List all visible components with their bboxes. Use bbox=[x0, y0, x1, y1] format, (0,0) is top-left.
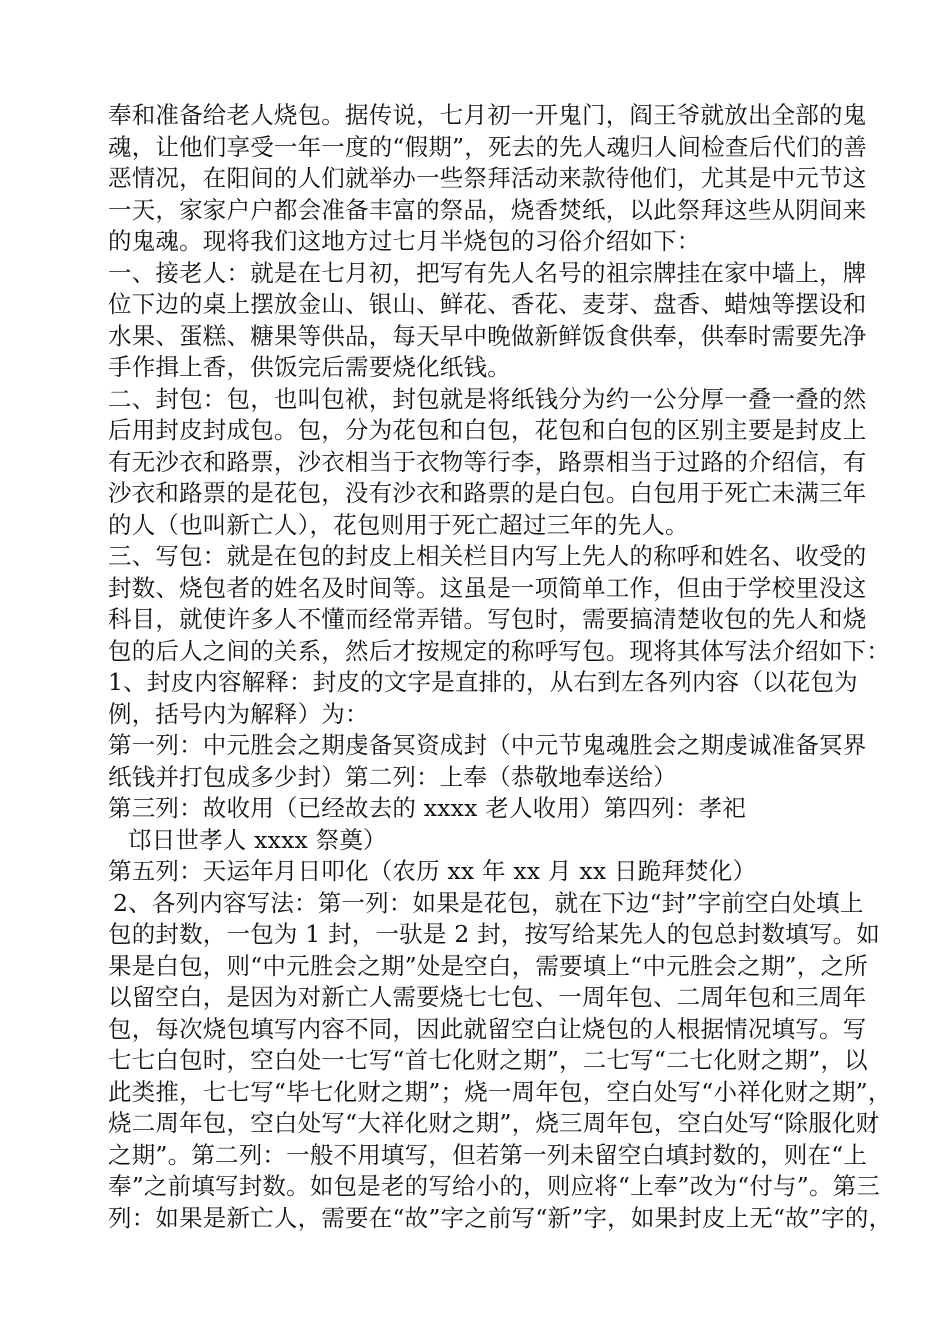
text-line: 以留空白，是因为对新亡人需要烧七七包、一周年包、二周年包和三周年 bbox=[108, 983, 867, 1011]
text-line: 第三列：故收用（已经故去的 xxxx 老人收用）第四列：孝祀 bbox=[108, 794, 746, 822]
text-line: 果是白包，则“中元胜会之期”处是空白，需要填上“中元胜会之期”，之所 bbox=[108, 951, 868, 980]
text-line: 列：如果是新亡人，需要在“故”字之前写“新”字，如果封皮上无“故”字的， bbox=[108, 1203, 893, 1232]
text-line: 包的封数，一包为 1 封，一驮是 2 封，按写给某先人的包总封数填写。如 bbox=[108, 920, 880, 948]
text-line: 沙衣和路票的是花包，没有沙衣和路票的是白包。白包用于死亡未满三年 bbox=[108, 479, 867, 507]
text-line: 邙日世孝人 xxxx 祭奠） bbox=[128, 825, 387, 854]
text-line: 二、封包：包，也叫包袱，封包就是将纸钱分为约一公分厚一叠一叠的然 bbox=[108, 384, 867, 413]
text-line: 封数、烧包者的姓名及时间等。这虽是一项简单工作，但由于学校里没这 bbox=[108, 573, 867, 602]
text-line: 例，括号内为解释）为： bbox=[108, 699, 369, 728]
text-line: 纸钱并打包成多少封）第二列：上奉（恭敬地奉送给） bbox=[108, 762, 677, 791]
text-line: 1、封皮内容解释：封皮的文字是直排的，从右到左各列内容（以花包为 bbox=[108, 668, 858, 696]
text-line: 的鬼魂。现将我们这地方过七月半烧包的习俗介绍如下： bbox=[108, 227, 701, 255]
text-line: 恶情况，在阳间的人们就举办一些祭拜活动来款待他们，尤其是中元节这 bbox=[108, 164, 867, 192]
text-line: 手作揖上香，供饭完后需要烧化纸钱。 bbox=[108, 353, 511, 381]
text-line: 第一列：中元胜会之期虔备冥资成封（中元节鬼魂胜会之期虔诚准备冥界 bbox=[108, 731, 867, 759]
text-line: 2、各列内容写法：第一列：如果是花包，就在下边“封”字前空白处填上 bbox=[113, 888, 864, 917]
text-line: 三、写包：就是在包的封皮上相关栏目内写上先人的称呼和姓名、收受的 bbox=[108, 542, 867, 570]
text-line: 奉和准备给老人烧包。据传说，七月初一开鬼门，阎王爷就放出全部的鬼 bbox=[108, 101, 867, 129]
text-line: 一天，家家户户都会准备丰富的祭品，烧香焚纸，以此祭拜这些从阴间来 bbox=[108, 195, 867, 224]
text-line: 此类推，七七写“毕七化财之期”；烧一周年包，空白处写“小祥化财之期”， bbox=[108, 1077, 892, 1106]
text-line: 奉”之前填写封数。如包是老的写给小的，则应将“上奉”改为“付与”。第三 bbox=[108, 1172, 881, 1200]
text-line: 第五列：天运年月日叩化（农历 xx 年 xx 月 xx 日跪拜焚化） bbox=[108, 857, 757, 885]
text-line: 一、接老人：就是在七月初，把写有先人名号的祖宗牌挂在家中墙上，牌 bbox=[108, 258, 867, 287]
text-line: 烧二周年包，空白处写“大祥化财之期”，烧三周年包，空白处写“除服化财 bbox=[108, 1109, 880, 1137]
text-line: 后用封皮封成包。包，分为花包和白包，花包和白包的区别主要是封皮上 bbox=[108, 416, 867, 444]
text-line: 之期”。第二列：一般不用填写，但若第一列未留空白填封数的，则在“上 bbox=[108, 1140, 868, 1169]
text-line: 有无沙衣和路票，沙衣相当于衣物等行李，路票相当于过路的介绍信，有 bbox=[108, 447, 867, 476]
text-line: 包，每次烧包填写内容不同，因此就留空白让烧包的人根据情况填写。写 bbox=[108, 1014, 867, 1043]
text-line: 位下边的桌上摆放金山、银山、鲜花、香花、麦芽、盘香、蜡烛等摆设和 bbox=[108, 290, 867, 318]
text-line: 七七白包时，空白处一七写“首七化财之期”，二七写“二七化财之期”，以 bbox=[108, 1046, 868, 1074]
text-line: 的人（也叫新亡人），花包则用于死亡超过三年的先人。 bbox=[108, 510, 689, 539]
document-body bbox=[108, 100, 893, 1234]
text-line: 包的后人之间的关系，然后才按规定的称呼写包。现将其体写法介绍如下： bbox=[108, 636, 891, 665]
text-line: 魂，让他们享受一年一度的“假期”，死去的先人魂归人间检查后代们的善 bbox=[108, 132, 868, 161]
text-line: 水果、蛋糕、糖果等供品，每天早中晚做新鲜饭食供奉，供奉时需要先净 bbox=[108, 321, 867, 350]
text-line: 科目，就使许多人不懂而经常弄错。写包时，需要搞清楚收包的先人和烧 bbox=[108, 605, 867, 633]
